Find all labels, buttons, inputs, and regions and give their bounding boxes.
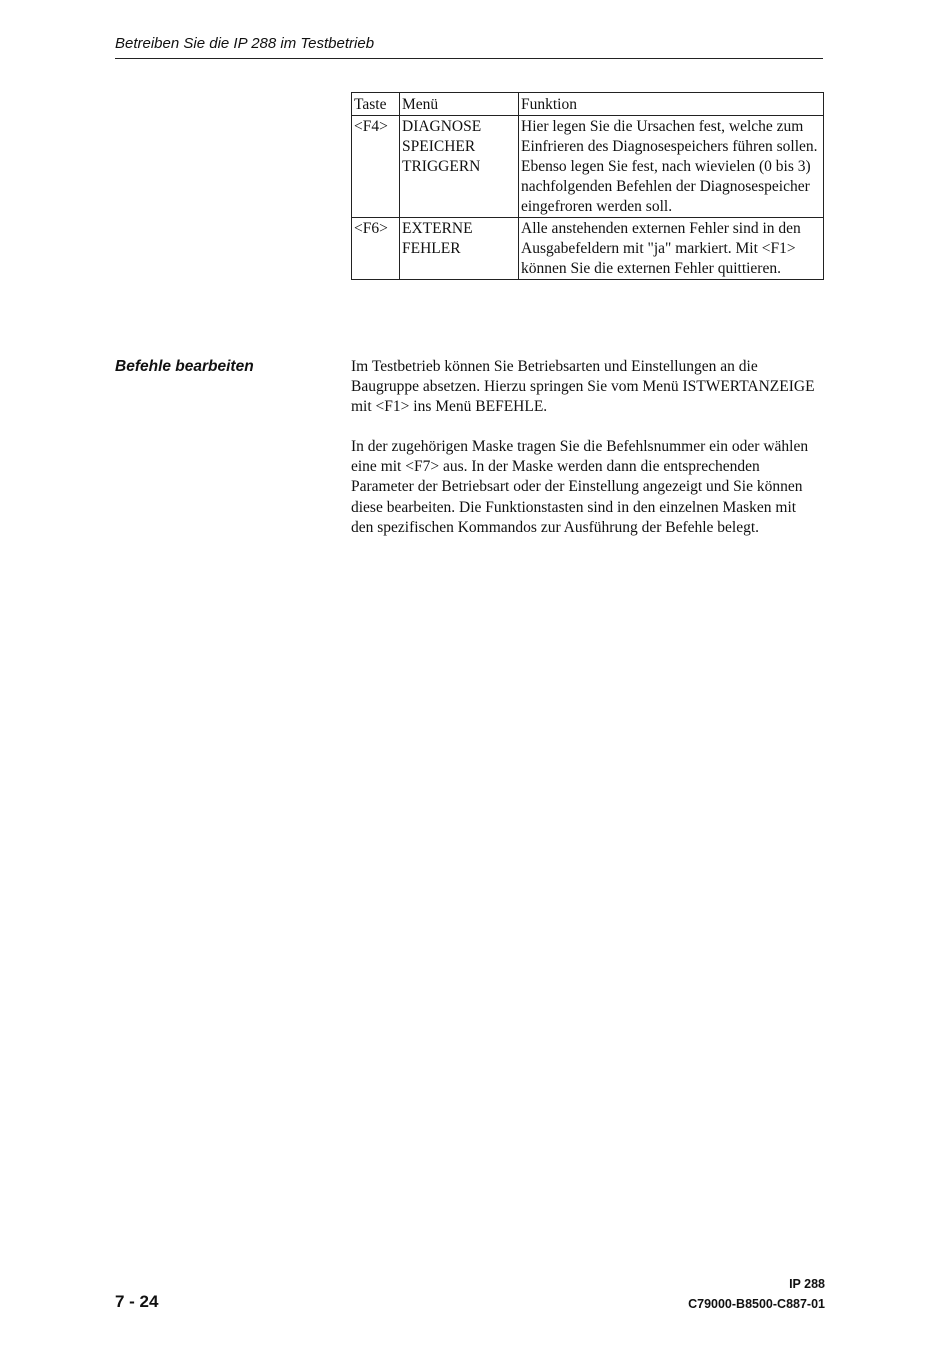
key-cell: <F4> (352, 116, 400, 218)
column-header-key: Taste (352, 93, 400, 116)
header-rule (115, 58, 823, 59)
page-number: 7 - 24 (115, 1292, 159, 1311)
key-cell: <F6> (352, 218, 400, 280)
menu-cell: EXTERNE FEHLER (400, 218, 519, 280)
column-header-menu: Menü (400, 93, 519, 116)
function-cell: Alle anstehenden externen Fehler sind in den Ausgabefeldern mit "ja" markiert. Mit <F1> können Sie die externen Fehler quittieren. (519, 218, 824, 280)
column-header-function: Funktion (519, 93, 824, 116)
table-row (352, 218, 824, 280)
footer-info (688, 1274, 825, 1314)
section-heading: Befehle bearbeiten (115, 358, 254, 375)
body-paragraph: In der zugehörigen Maske tragen Sie die Befehlsnummer ein oder wählen eine mit <F7> aus. In der Maske werden dann die entsprechenden Parameter der Betriebsart oder der Einstellung angezeigt und Sie können diese bearbeiten. Die Funktionstasten sind in den einzelnen Masken mit den spezifischen Kommandos zur Ausführung der Befehle belegt. (351, 438, 809, 536)
body-paragraph: Im Testbetrieb können Sie Betriebsarten und Einstellungen an die Baugruppe absetzen. Hierzu springen Sie vom Menü ISTWERTANZEIGE mit <F1> ins Menü BEFEHLE. (351, 358, 815, 416)
function-cell: Hier legen Sie die Ursachen fest, welche zum Einfrieren des Diagnosespeichers führen sollen. Ebenso legen Sie fest, nach wievielen (0 bis 3) nachfolgenden Befehlen der Diagnosespeicher eingefroren werden soll. (519, 116, 824, 218)
table-row (352, 116, 824, 218)
order-number: C79000-B8500-C887-01 (688, 1297, 825, 1311)
product-name: IP 288 (789, 1277, 825, 1291)
running-header: Betreiben Sie die IP 288 im Testbetrieb (115, 35, 375, 52)
function-key-table (351, 92, 824, 280)
table-header-row (352, 93, 824, 116)
menu-cell: DIAGNOSE SPEICHER TRIGGERN (400, 116, 519, 218)
